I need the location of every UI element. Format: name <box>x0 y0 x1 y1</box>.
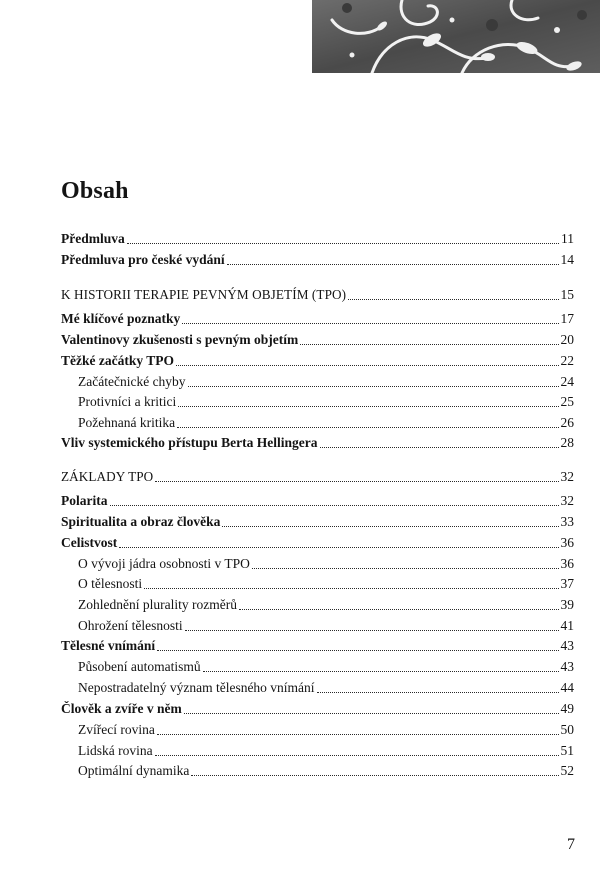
toc-entry <box>61 330 574 350</box>
toc-entry-title: ZÁKLADY TPO <box>61 469 154 484</box>
toc-entry-page: 22 <box>560 353 574 368</box>
dot-leader <box>157 733 559 735</box>
dot-leader <box>320 446 559 448</box>
dot-leader <box>182 322 558 324</box>
toc-entry <box>61 309 574 329</box>
dot-leader <box>157 649 558 651</box>
toc-entry-page: 26 <box>560 415 574 430</box>
dot-leader <box>144 587 558 589</box>
contents-heading: Obsah <box>61 178 129 204</box>
toc-entry-page: 43 <box>560 638 574 653</box>
toc-entry <box>78 574 574 594</box>
dot-leader <box>222 525 558 527</box>
toc-entry <box>78 616 574 636</box>
toc-entry-page: 20 <box>560 332 574 347</box>
toc-entry-page: 39 <box>560 597 574 612</box>
toc-entry-title: Optimální dynamika <box>78 763 190 778</box>
toc-entry-title: Předmluva <box>61 231 125 246</box>
toc-entry-page: 44 <box>560 680 574 695</box>
toc-entry-title: Zohlednění plurality rozměrů <box>78 597 237 612</box>
toc-entry-page: 41 <box>560 618 574 633</box>
dot-leader <box>155 754 559 756</box>
dot-leader <box>188 385 559 387</box>
toc-entry <box>78 595 574 615</box>
dot-leader <box>127 242 559 244</box>
dot-leader <box>177 426 558 428</box>
toc-entry <box>78 761 574 781</box>
dot-leader <box>300 343 558 345</box>
toc-entry-page: 25 <box>560 394 574 409</box>
toc-entry-title: Protivníci a kritici <box>78 394 177 409</box>
dot-leader <box>155 480 558 482</box>
toc-entry-title: Těžké začátky TPO <box>61 353 174 368</box>
toc-entry-title: Začátečnické chyby <box>78 374 186 389</box>
toc-entry-title: Člověk a zvíře v něm <box>61 701 182 716</box>
toc-entry-page: 43 <box>560 659 574 674</box>
toc-entry-page: 51 <box>560 743 574 758</box>
toc-entry-title: O vývoji jádra osobnosti v TPO <box>78 556 250 571</box>
toc-entry-page: 14 <box>560 252 574 267</box>
toc-entry <box>61 512 574 532</box>
toc-entry-title: O tělesnosti <box>78 576 143 591</box>
toc-entry-page: 28 <box>560 435 574 450</box>
toc-entry-title: Požehnaná kritika <box>78 415 176 430</box>
toc-entry-page: 50 <box>560 722 574 737</box>
dot-leader <box>203 670 559 672</box>
toc-entry <box>61 636 574 656</box>
toc-entry-title: K HISTORII TERAPIE PEVNÝM OBJETÍM (TPO) <box>61 287 347 302</box>
toc-entry <box>61 467 574 487</box>
toc-entry-page: 15 <box>560 287 574 302</box>
toc-entry <box>61 533 574 553</box>
toc-entry <box>78 720 574 740</box>
toc-entry-title: Polarita <box>61 493 108 508</box>
toc-entry <box>61 351 574 371</box>
toc-entry-title: Působení automatismů <box>78 659 201 674</box>
dot-leader <box>239 608 559 610</box>
toc-entry-title: Valentinovy zkušenosti s pevným objetím <box>61 332 299 347</box>
toc-entry-page: 32 <box>560 469 574 484</box>
toc-entry <box>61 491 574 511</box>
toc-entry-title: Zvířecí rovina <box>78 722 155 737</box>
toc-entry-title: Spiritualita a obraz člověka <box>61 514 221 529</box>
toc-entry-page: 52 <box>560 763 574 778</box>
toc-entry-page: 17 <box>560 311 574 326</box>
toc-entry-title: Ohrožení tělesnosti <box>78 618 183 633</box>
dot-leader <box>317 691 559 693</box>
toc-entry <box>61 699 574 719</box>
toc-entry-title: Předmluva pro české vydání <box>61 252 225 267</box>
dot-leader <box>252 567 559 569</box>
toc-entry <box>61 433 574 453</box>
toc-entry <box>78 678 574 698</box>
toc-entry-title: Tělesné vnímání <box>61 638 156 653</box>
toc-entry-title: Nepostradatelný význam tělesného vnímání <box>78 680 315 695</box>
dot-leader <box>348 298 558 300</box>
toc-entry-page: 37 <box>560 576 574 591</box>
toc-entry-page: 33 <box>560 514 574 529</box>
toc-entry-title: Vliv systemického přístupu Berta Hellingera <box>61 435 318 450</box>
toc-entry <box>78 413 574 433</box>
toc-entry-title: Celistvost <box>61 535 118 550</box>
toc-entry-title: Mé klíčové poznatky <box>61 311 181 326</box>
toc-entry <box>78 741 574 761</box>
toc-entry <box>78 392 574 412</box>
dot-leader <box>184 712 559 714</box>
page-number: 7 <box>567 836 575 853</box>
dot-leader <box>176 364 559 366</box>
toc-entry <box>78 372 574 392</box>
dot-leader <box>178 405 558 407</box>
toc-entry <box>61 229 574 249</box>
toc-entry-page: 36 <box>560 556 574 571</box>
toc-entry <box>78 554 574 574</box>
dot-leader <box>191 774 558 776</box>
toc-entry <box>61 250 574 270</box>
toc-entry-page: 24 <box>560 374 574 389</box>
dot-leader <box>110 504 559 506</box>
toc-entry-title: Lidská rovina <box>78 743 153 758</box>
toc-entry <box>61 285 574 305</box>
toc-entry-page: 32 <box>560 493 574 508</box>
dot-leader <box>227 263 559 265</box>
toc-entry-page: 49 <box>560 701 574 716</box>
dot-leader <box>119 546 558 548</box>
toc-entry <box>78 657 574 677</box>
dot-leader <box>185 629 559 631</box>
toc-entry-page: 11 <box>561 231 574 246</box>
toc-entry-page: 36 <box>560 535 574 550</box>
